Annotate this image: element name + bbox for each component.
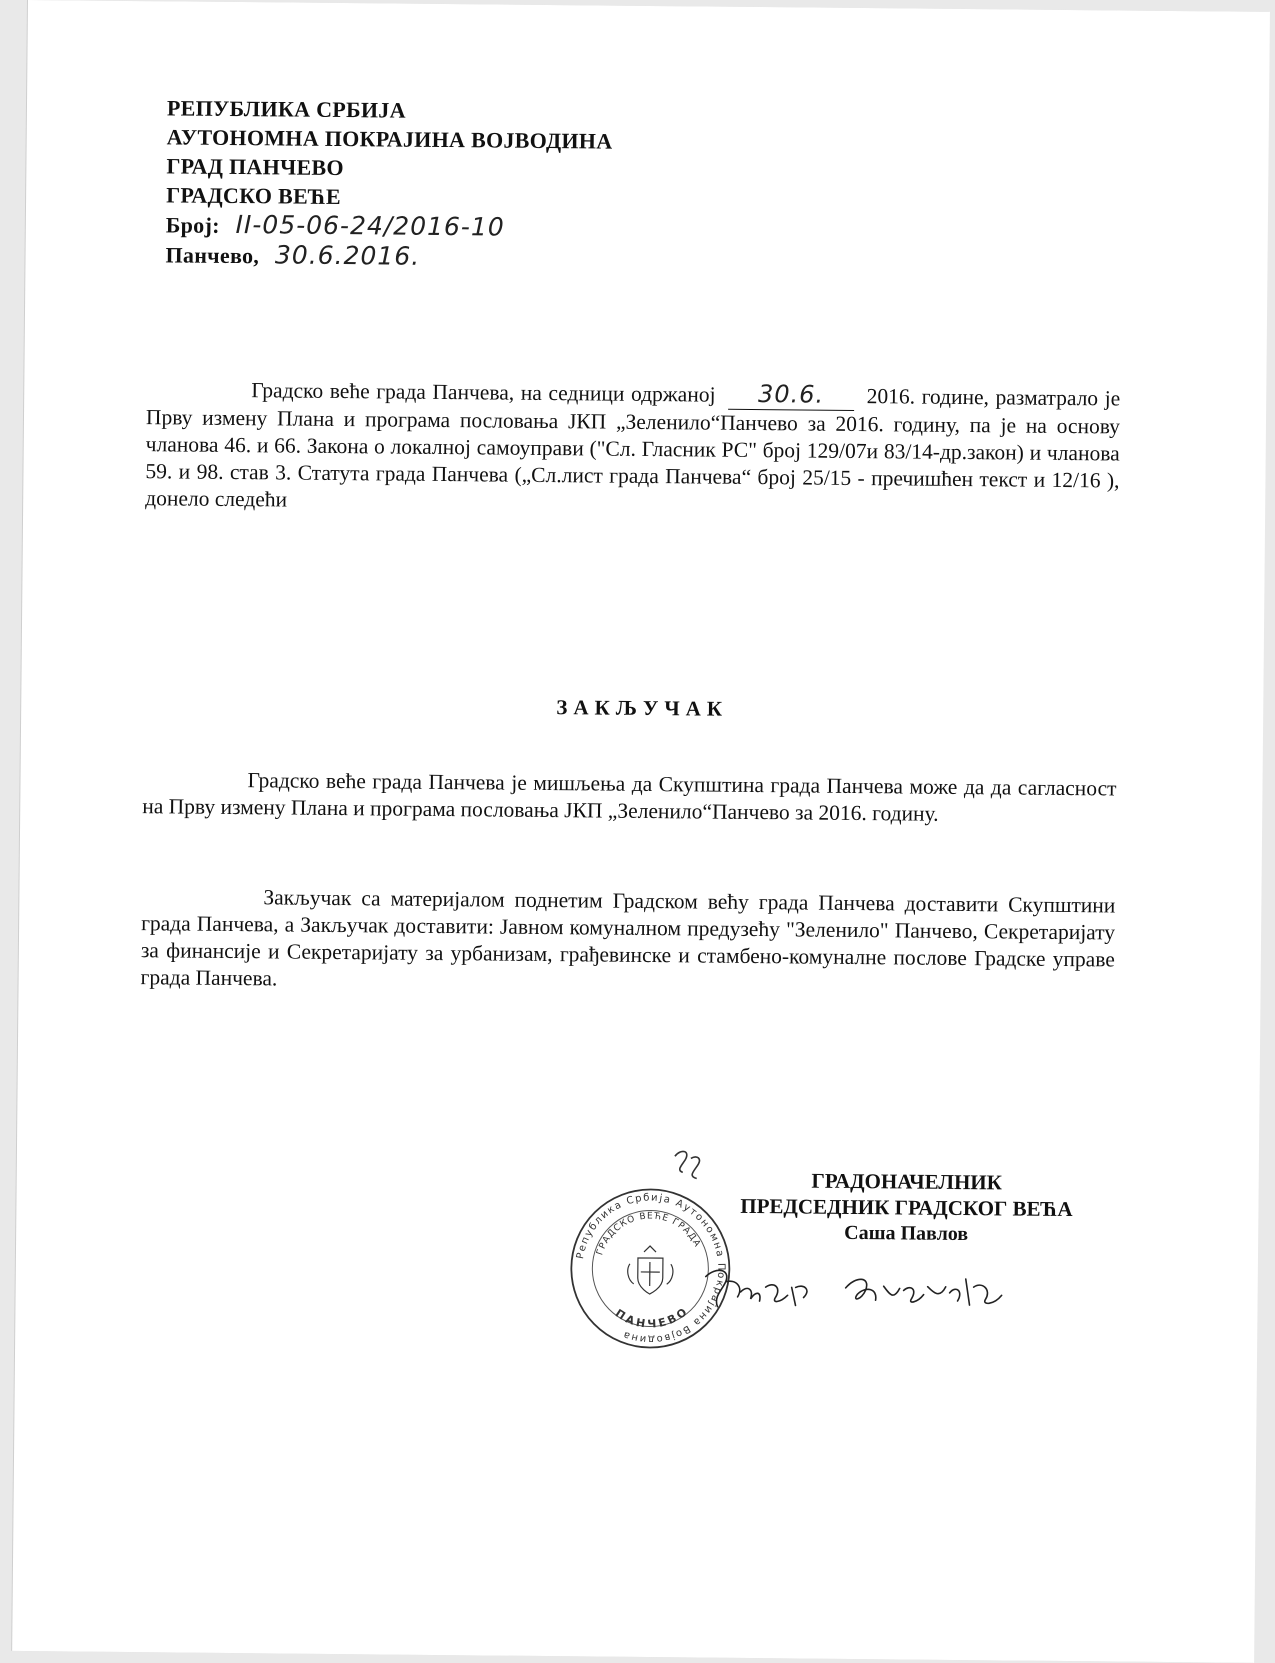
- place-label: Панчево,: [165, 242, 259, 268]
- document-title: ЗАКЉУЧАК: [21, 690, 1263, 727]
- document-header: [165, 93, 612, 273]
- header-province: АУТОНОМНА ПОКРАЈИНА ВОЈВОДИНА: [167, 122, 613, 155]
- conclusion-text: Градско веће града Панчева је мишљења да Скупштина града Панчева може да да сагласност на Прву измену Плана и програма пословања ЈКП „Зеленило“Панчево за 2016. годину.: [142, 768, 1116, 826]
- intro-paragraph: [145, 376, 1120, 521]
- number-label: Број:: [166, 212, 220, 238]
- signatory-name: Саша Павлов: [696, 1218, 1116, 1248]
- document-page: [12, 0, 1270, 1663]
- coat-of-arms-icon: [628, 1246, 674, 1294]
- conclusion-paragraph: [142, 766, 1116, 829]
- delivery-text: Закључак са материјалом поднетим Градском већу града Панчева доставити Скупштини града Панчева, а Закључак доставити: Јавном комуналном предузећу "Зеленило" Панчево, Секретаријату за финансије и Секретаријату за урбанизам, грађевинске и стамбено-комуналне послове Градске управе града Панчева.: [141, 885, 1116, 990]
- seal-bottom-text: ПАНЧЕВО: [613, 1303, 692, 1331]
- session-date-handwritten: 30.6.: [758, 380, 824, 409]
- handwritten-signature: [695, 1256, 1026, 1329]
- seal-inner-text: ГРАДСКО ВЕЋЕ ГРАДА: [595, 1211, 702, 1258]
- header-city: ГРАД ПАНЧЕВО: [166, 151, 612, 184]
- svg-text:ГРАДСКО ВЕЋЕ ГРАДА: [595, 1211, 702, 1258]
- intro-text-before: Градско веће града Панчева, на седници одржаној: [251, 378, 715, 406]
- session-date-blank: [728, 382, 854, 411]
- header-council: ГРАДСКО ВЕЋЕ: [166, 180, 612, 213]
- place-date-handwritten: 30.6.2016.: [275, 240, 420, 270]
- number-value-handwritten: II-05-06-24/2016-10: [235, 210, 504, 242]
- signatory-block: [696, 1166, 1117, 1248]
- intro-text-after: 2016. године, разматрало је Прву измену Плана и програма пословања ЈКП „Зеленило“Панчево за 2016. годину, па је на основу чланова 46. и 66. Закона о локалној самоуправи ("Сл. Гласник РС" број 129/07и 83/14-др.закон) и чланова 59. и 98. став 3. Статута града Панчева („Сл.лист града Панчева“ број 25/15 - пречишћен текст и 12/16 ), донело следећи: [145, 384, 1120, 511]
- header-place-date: [165, 239, 611, 273]
- header-republic: РЕПУБЛИКА СРБИЈА: [167, 93, 613, 126]
- seal-outer-text: Република Србија Аутономна Покрајина Војводина: [574, 1191, 727, 1345]
- signatory-title-president: ПРЕДСЕДНИК ГРАДСКОГ ВЕЋА: [696, 1192, 1116, 1222]
- header-number: [166, 209, 612, 243]
- signatory-title-mayor: ГРАДОНАЧЕЛНИК: [697, 1166, 1117, 1196]
- delivery-paragraph: [140, 883, 1115, 1000]
